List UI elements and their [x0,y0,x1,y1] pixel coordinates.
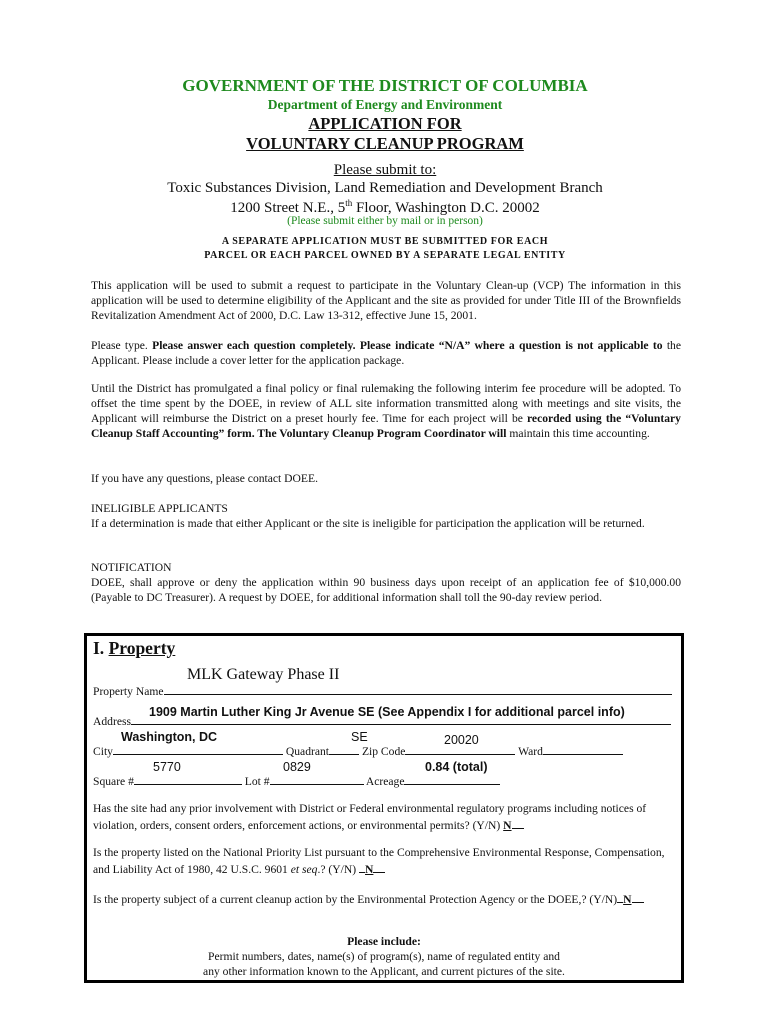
prior-involvement-answer[interactable]: N [503,819,512,832]
division-name: Toxic Substances Division, Land Remediation and Development Branch [167,180,603,196]
submit-to-label: Please submit to: [333,162,437,178]
contact-paragraph: If you have any questions, please contact DOEE. [91,472,318,485]
mail-note: (Please submit either by mail or in person) [287,215,483,227]
property-name-value[interactable]: MLK Gateway Phase II [187,666,340,683]
property-name-field: Property Name [93,682,672,698]
zip-value[interactable]: 20020 [444,733,479,747]
ineligible-section: INELIGIBLE APPLICANTS If a determination is made that either Applicant or the site is ineligible for participation the application will be returned. [91,502,645,530]
square-value[interactable]: 5770 [153,760,181,774]
property-section [84,633,684,983]
acreage-value[interactable]: 0.84 (total) [425,760,488,774]
include-line-2: any other information known to the Applicant, and current pictures of the site. [203,965,565,978]
city-row: City Quadrant Zip Code Ward [93,742,623,758]
include-line-1: Permit numbers, dates, name(s) of program(s), name of regulated entity and [208,950,560,963]
address-field: Address [93,712,671,728]
current-cleanup-answer[interactable]: N [623,893,632,906]
property-section-title: I. Property [93,638,176,658]
question-prior-involvement: Has the site had any prior involvement with District or Federal environmental regulatory programs including notices of violation, orders, consent orders, enforcement actions, or environmental permits? (Y/N) N [93,802,647,832]
square-row: Square # Lot # Acreage [93,772,500,788]
separate-application-notice-2: PARCEL OR EACH PARCEL OWNED BY A SEPARATE LEGAL ENTITY [204,250,566,261]
lot-value[interactable]: 0829 [283,760,311,774]
quadrant-value[interactable]: SE [351,730,368,744]
npl-listing-answer[interactable]: N [365,863,374,876]
address-value[interactable]: 1909 Martin Luther King Jr Avenue SE (See Appendix I for additional parcel info) [149,705,625,719]
separate-application-notice-1: A SEPARATE APPLICATION MUST BE SUBMITTED FOR EACH [221,236,549,247]
question-current-cleanup: Is the property subject of a current cleanup action by the Environmental Protection Agency or the DOEE,? (Y/N) N [93,890,673,907]
intro-paragraph: This application will be used to submit a request to participate in the Voluntary Clean-up (VCP) The information in this application will be used to determine eligibility of the Applicant and the site as provided for under Title III of the Brownfields Revitalization Amendment Act of 2000, D.C. Law 13-312, effective June 15, 2001. [91,279,681,322]
question-npl-listing: Is the property listed on the National Priority List pursuant to the Comprehensive Environmental Response, Compensation, and Liability Act of 1980, 42 U.S.C. 9601 et seq.? (Y/N) N [93,846,665,876]
department-heading: Department of Energy and Environment [267,97,503,112]
city-value[interactable]: Washington, DC [121,730,218,744]
include-heading: Please include: [347,935,421,948]
instructions-paragraph: Please type. Please answer each question completely. Please indicate “N/A” where a question is not applicable to the Applicant. Please include a cover letter for the application package. [91,339,682,367]
notification-section: NOTIFICATION DOEE, shall approve or deny the application within 90 business days upon receipt of an application fee of $10,000.00 (Payable to DC Treasurer). A request by DOEE, for additional information shall toll the 90-day review period. [91,561,681,604]
street-address: 1200 Street N.E., 5th Floor, Washington D.C. 20002 [230,198,540,216]
government-heading: GOVERNMENT OF THE DISTRICT OF COLUMBIA [182,76,588,95]
application-title-line2: VOLUNTARY CLEANUP PROGRAM [246,134,524,153]
fee-procedure-paragraph: Until the District has promulgated a final policy or final rulemaking the following interim fee procedure will be adopted. To offset the time spent by the DOEE, in review of ALL site information transmitted along with meetings and site visits, the Applicant will reimburse the District on a preset hourly fee. Time for each project will be recorded using the “Voluntary Cleanup Staff Accounting” form. The Voluntary Cleanup Program Coordinator will maintain this time accounting. [91,382,681,440]
application-title-line1: APPLICATION FOR [308,114,462,133]
